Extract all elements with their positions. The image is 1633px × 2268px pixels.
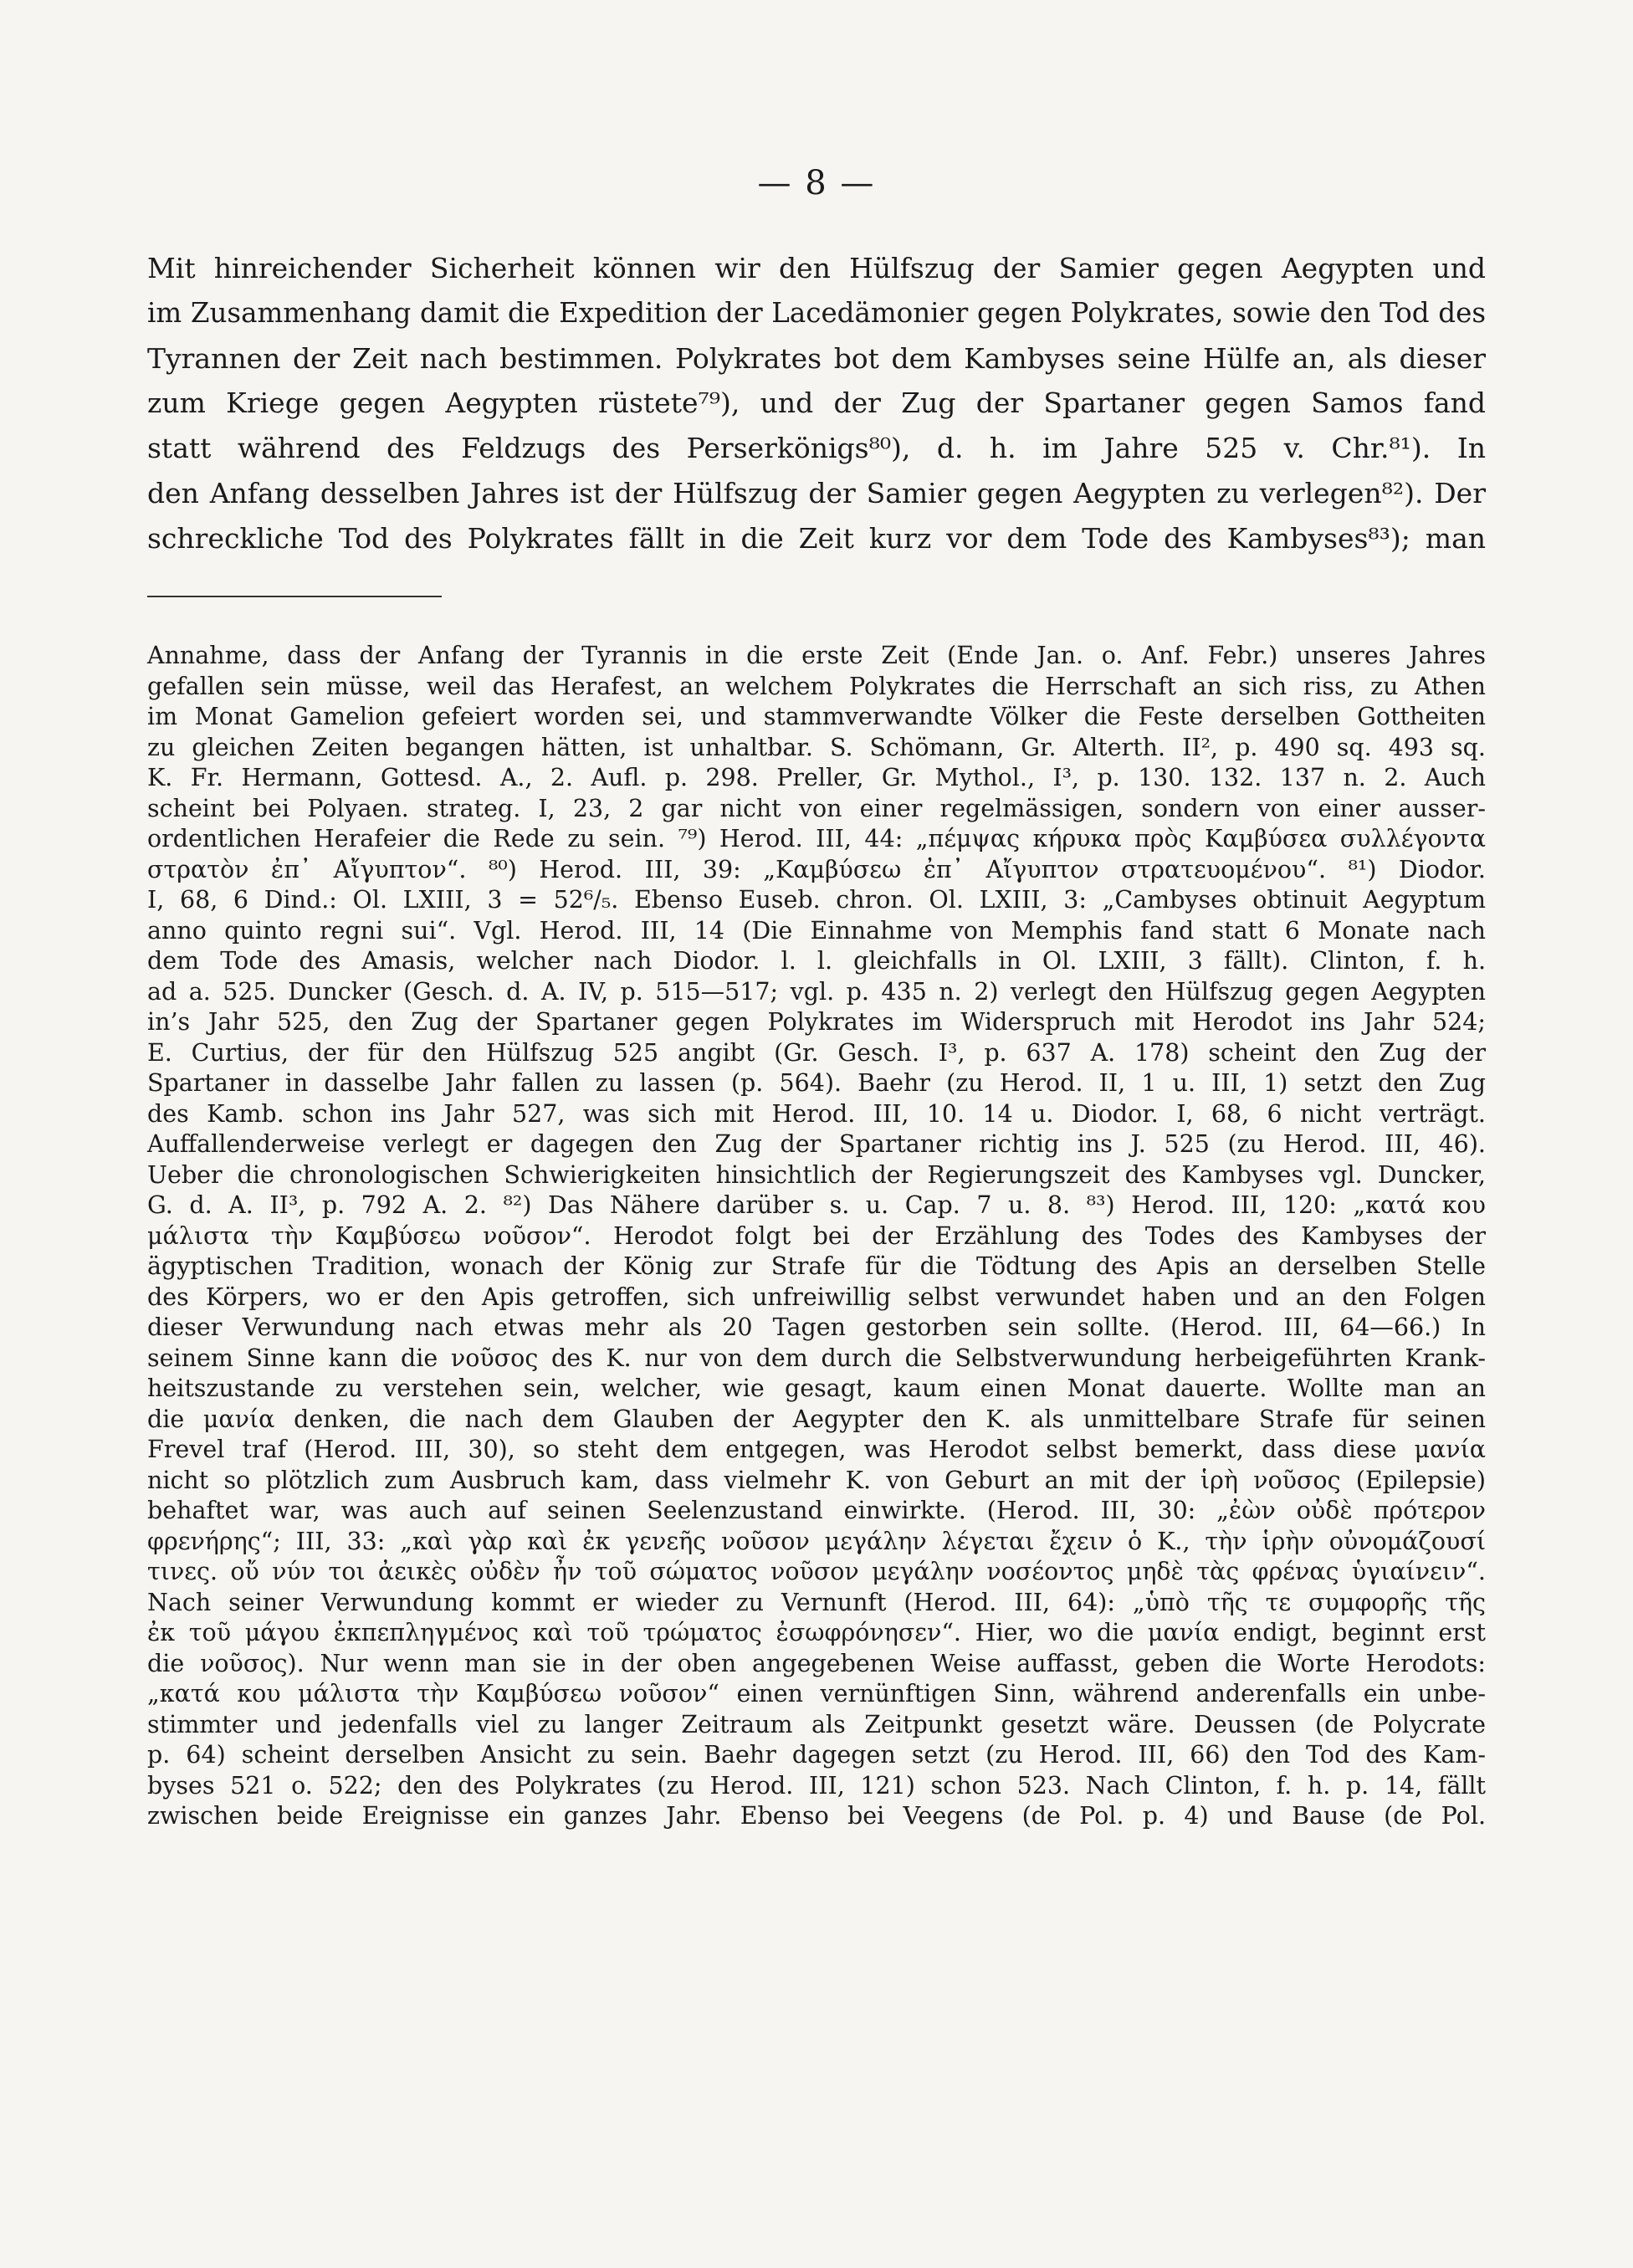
footnote-line: die νοῦσος). Nur wenn man sie in der oben angegebenen Weise auffasst, geben die Worte Herodots: [147,1649,1486,1677]
footnote-line: στρατὸν ἐπ᾽ Αἴγυπτον“. ⁸⁰) Herod. III, 39: „Καμβύσεω ἐπ᾽ Αἴγυπτον στρατευομένου“. ⁸¹) Diodor. [147,855,1486,883]
footnote-line: I, 68, 6 Dind.: Ol. LXIII, 3 = 52⁶/₅. Ebenso Euseb. chron. Ol. LXIII, 3: „Cambyses obtinuit Aegyptum [147,886,1486,914]
footnote-line: behaftet war, was auch auf seinen Seelenzustand einwirkte. (Herod. III, 30: „ἐὼν οὐδὲ πρότερον [147,1497,1486,1524]
footnote-line: scheint bei Polyaen. strateg. I, 23, 2 gar nicht von einer regelmässigen, sondern von einer ausser- [147,794,1486,822]
footnote-line: p. 64) scheint derselben Ansicht zu sein. Baehr dagegen setzt (zu Herod. III, 66) den Tod des Kam- [147,1741,1486,1769]
footnote-line: φρενήρης“; III, 33: „καὶ γὰρ καὶ ἐκ γενεῆς νοῦσον μεγάλην λέγεται ἔχειν ὁ Κ., τὴν ἱρὴν οὐνομάζουσί [147,1527,1486,1555]
footnote-line: byses 521 o. 522; den des Polykrates (zu Herod. III, 121) schon 523. Nach Clinton, f. h. p. 14, fällt [147,1771,1486,1800]
footnote-line: heitszustande zu verstehen sein, welcher, wie gesagt, kaum einen Monat dauerte. Wollte man an [147,1375,1486,1402]
text-line: Mit hinreichender Sicherheit können wir den Hülfszug der Samier gegen Aegypten und [147,252,1486,284]
footnote-line: nicht so plötzlich zum Ausbruch kam, dass vielmehr K. von Geburt an mit der ἱρὴ νοῦσος (Epilepsie) [147,1466,1486,1494]
page-number: — 8 — [757,164,876,202]
footnote-divider [147,596,442,597]
text-line: den Anfang desselben Jahres ist der Hülfszug der Samier gegen Aegypten zu verlegen⁸²). Der [147,476,1486,509]
footnote-line: ägyptischen Tradition, wonach der König zur Strafe für die Tödtung des Apis an derselben Stelle [147,1252,1486,1280]
footnote-line: stimmter und jedenfalls viel zu langer Zeitraum als Zeitpunkt gesetzt wäre. Deussen (de Polycrate [147,1710,1486,1738]
footnote-line: ἐκ τοῦ μάγου ἐκπεπληγμένος καὶ τοῦ τρώματος ἐσωφρόνησεν“. Hier, wo die μανία endigt, beginnt erst [147,1619,1486,1646]
footnote-line: Annahme, dass der Anfang der Tyrannis in die erste Zeit (Ende Jan. o. Anf. Febr.) unseres Jahres [147,642,1486,669]
footnote-line: zu gleichen Zeiten begangen hätten, ist unhaltbar. S. Schömann, Gr. Alterth. II², p. 490 sq. 493 sq. [147,733,1486,761]
footnote-line: „κατά κου μάλιστα τὴν Καμβύσεω νοῦσον“ einen vernünftigen Sinn, während anderenfalls ein unbe- [147,1680,1486,1707]
footnote-line: Ueber die chronologischen Schwierigkeiten hinsichtlich der Regierungszeit des Kambyses vgl. Duncker, [147,1160,1486,1189]
footnote-line: τινες. οὔ νύν τοι ἀεικὲς οὐδὲν ἦν τοῦ σώματος νοῦσον μεγάλην νοσέοντος μηδὲ τὰς φρένας ὑγιαίνειν“. [147,1558,1486,1585]
footnote-line: seinem Sinne kann die νοῦσος des K. nur von dem durch die Selbstverwundung herbeigeführten Krank- [147,1344,1486,1372]
text-line: zum Kriege gegen Aegypten rüstete⁷⁹), und der Zug der Spartaner gegen Samos fand [147,387,1486,420]
text-line: statt während des Feldzugs des Perserkönigs⁸⁰), d. h. im Jahre 525 v. Chr.⁸¹). In [147,432,1486,465]
footnote-line: des Kamb. schon ins Jahr 527, was sich mit Herod. III, 10. 14 u. Diodor. I, 68, 6 nicht verträgt. [147,1099,1486,1128]
footnote-line: Spartaner in dasselbe Jahr fallen zu lassen (p. 564). Baehr (zu Herod. II, 1 u. III, 1) setzt den Zug [147,1069,1486,1097]
footnote-line: G. d. A. II³, p. 792 A. 2. ⁸²) Das Nähere darüber s. u. Cap. 7 u. 8. ⁸³) Herod. III, 120: „κατά κου [147,1191,1486,1219]
text-line: schreckliche Tod des Polykrates fällt in die Zeit kurz vor dem Tode des Kambyses⁸³); man [147,521,1486,555]
footnote-line: Frevel traf (Herod. III, 30), so steht dem entgegen, was Herodot selbst bemerkt, dass diese μανία [147,1436,1486,1463]
footnote-line: Auffallenderweise verlegt er dagegen den Zug der Spartaner richtig ins J. 525 (zu Herod. III, 46). [147,1130,1486,1158]
footnote-line: im Monat Gamelion gefeiert worden sei, und stammverwandte Völker die Feste derselben Gottheiten [147,703,1486,730]
footnote-line: K. Fr. Hermann, Gottesd. A., 2. Aufl. p. 298. Preller, Gr. Mythol., I³, p. 130. 132. 137 n. 2. Auch [147,764,1486,791]
footnotes [147,641,1486,1832]
footnote-line: dem Tode des Amasis, welcher nach Diodor. l. l. gleichfalls in Ol. LXIII, 3 fällt). Clinton, f. h. [147,947,1486,975]
footnote-line: μάλιστα τὴν Καμβύσεω νοῦσον“. Herodot folgt bei der Erzählung des Todes des Kambyses der [147,1221,1486,1250]
footnote-line: zwischen beide Ereignisse ein ganzes Jahr. Ebenso bei Veegens (de Pol. p. 4) und Bause (de Pol. [147,1802,1486,1830]
main-text [147,246,1486,561]
footnote-line: E. Curtius, der für den Hülfszug 525 angibt (Gr. Gesch. I³, p. 637 A. 178) scheint den Zug der [147,1038,1486,1067]
footnote-line: dieser Verwundung nach etwas mehr als 20 Tagen gestorben sein sollte. (Herod. III, 64—66.) In [147,1313,1486,1341]
footnote-line: in’s Jahr 525, den Zug der Spartaner gegen Polykrates im Widerspruch mit Herodot ins Jahr 524; [147,1008,1486,1036]
footnote-line: des Körpers, wo er den Apis getroffen, sich unfreiwillig selbst verwundet haben und an den Folgen [147,1282,1486,1311]
text-line: im Zusammenhang damit die Expedition der Lacedämonier gegen Polykrates, sowie den Tod des [147,296,1486,329]
footnote-line: gefallen sein müsse, weil das Herafest, an welchem Polykrates die Herrschaft an sich riss, zu Athen [147,672,1486,700]
text-line: Tyrannen der Zeit nach bestimmen. Polykrates bot dem Kambyses seine Hülfe an, als dieser [147,341,1486,375]
footnote-line: Nach seiner Verwundung kommt er wieder zu Vernunft (Herod. III, 64): „ὑπὸ τῆς τε συμφορῆς τῆς [147,1588,1486,1616]
footnote-line: ordentlichen Herafeier die Rede zu sein. ⁷⁹) Herod. III, 44: „πέμψας κήρυκα πρὸς Καμβύσεα συλλέγοντα [147,825,1486,852]
footnote-line: ad a. 525. Duncker (Gesch. d. A. IV, p. 515—517; vgl. p. 435 n. 2) verlegt den Hülfszug gegen Aegypten [147,977,1486,1006]
footnote-line: die μανία denken, die nach dem Glauben der Aegypter den K. als unmittelbare Strafe für seinen [147,1405,1486,1433]
footnote-line: anno quinto regni sui“. Vgl. Herod. III, 14 (Die Einnahme von Memphis fand statt 6 Monate nach [147,916,1486,945]
